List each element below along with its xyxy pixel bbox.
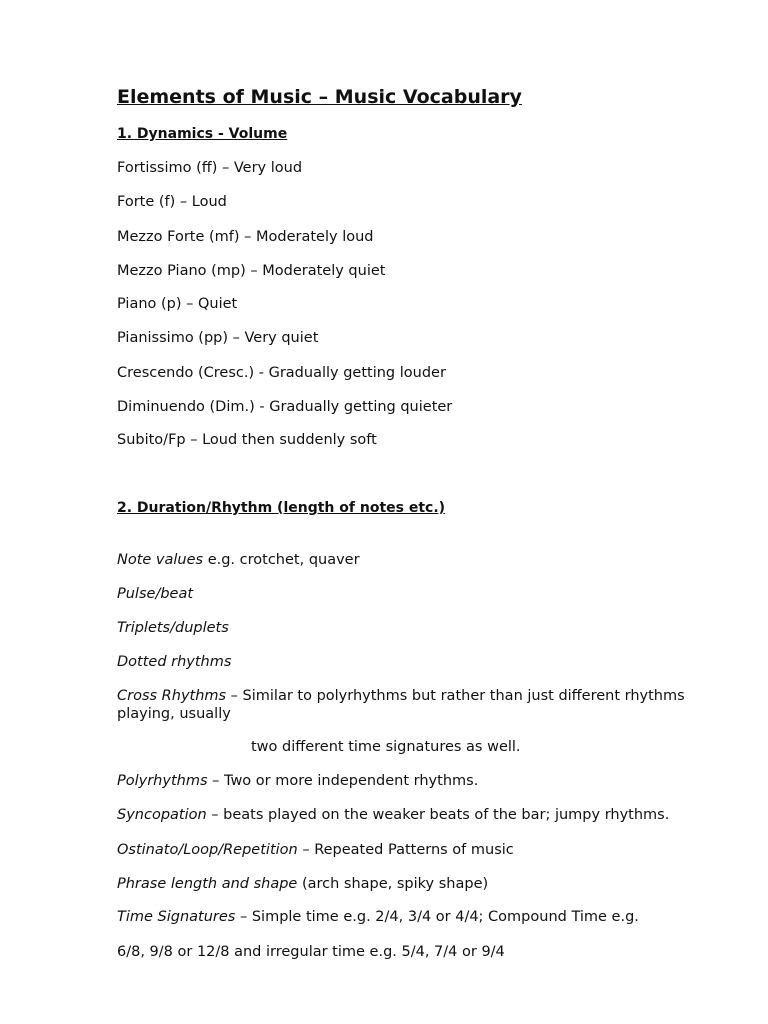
rhythm-continuation: 6/8, 9/8 or 12/8 and irregular time e.g. 5/4, 7/4 or 9/4 [117,944,505,960]
section-heading-rhythm: 2. Duration/Rhythm (length of notes etc.) [117,500,446,516]
rhythm-item [117,688,685,704]
rhythm-term: Time Signatures [117,909,236,925]
rhythm-term: Dotted rhythms [117,654,232,670]
rhythm-term: Polyrhythms [117,773,208,789]
rhythm-description: – Repeated Patterns of music [297,842,514,858]
rhythm-item [117,842,514,858]
rhythm-item [117,876,488,892]
rhythm-description: e.g. crotchet, quaver [203,552,360,568]
rhythm-item [117,620,229,636]
section-heading-dynamics: 1. Dynamics - Volume [117,126,288,142]
rhythm-term: Note values [117,552,204,568]
rhythm-term: Syncopation [117,807,207,823]
rhythm-term: Triplets/duplets [117,620,229,636]
dynamics-item: Forte (f) – Loud [117,194,227,210]
rhythm-continuation: playing, usually [117,706,231,722]
dynamics-item: Mezzo Forte (mf) – Moderately loud [117,229,374,245]
rhythm-description: – Two or more independent rhythms. [207,773,479,789]
rhythm-item [117,586,193,602]
rhythm-item [117,654,231,670]
rhythm-description: (arch shape, spiky shape) [297,876,489,892]
dynamics-item: Fortissimo (ff) – Very loud [117,160,303,176]
rhythm-item [117,909,639,925]
dynamics-item: Subito/Fp – Loud then suddenly soft [117,432,377,448]
rhythm-item [117,773,478,789]
rhythm-term: Ostinato/Loop/Repetition [117,842,298,858]
rhythm-description: – beats played on the weaker beats of the bar; jumpy rhythms. [206,807,670,823]
dynamics-item: Crescendo (Cresc.) - Gradually getting louder [117,365,446,381]
rhythm-item [117,552,360,568]
rhythm-continuation-indented: two different time signatures as well. [251,739,521,755]
rhythm-description: – Simple time e.g. 2/4, 3/4 or 4/4; Compound Time e.g. [235,909,639,925]
rhythm-term: Pulse/beat [117,586,194,602]
dynamics-item: Pianissimo (pp) – Very quiet [117,330,319,346]
rhythm-term: Phrase length and shape [117,876,298,892]
dynamics-item: Piano (p) – Quiet [117,296,238,312]
rhythm-term: Cross Rhythms [117,688,227,704]
rhythm-description: – Similar to polyrhythms but rather than just different rhythms [226,688,685,704]
dynamics-item: Diminuendo (Dim.) - Gradually getting quieter [117,399,453,415]
rhythm-item [117,807,669,823]
dynamics-item: Mezzo Piano (mp) – Moderately quiet [117,263,386,279]
page-title: Elements of Music – Music Vocabulary [117,86,522,108]
